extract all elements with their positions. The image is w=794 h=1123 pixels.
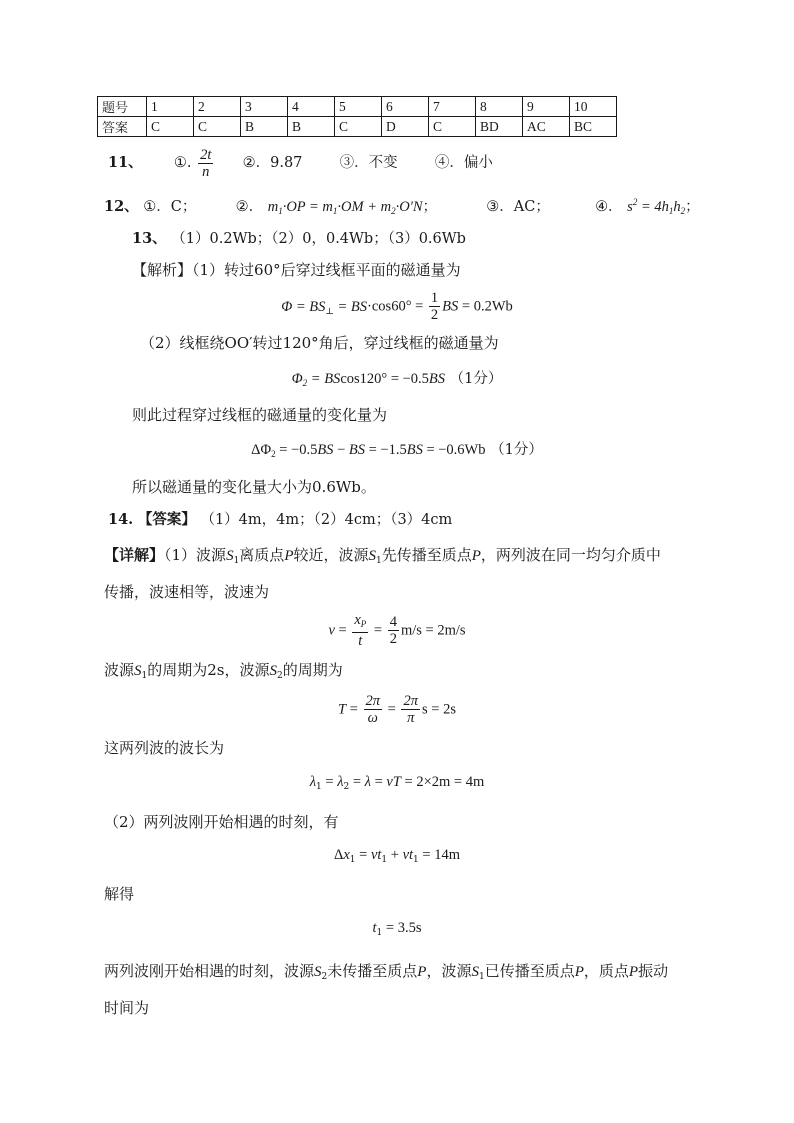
q13-analysis-line-1: 【解析】（1）转过60°后穿过线框平面的磁通量为 xyxy=(132,261,461,279)
q11-answer-4: ④．偏小 xyxy=(434,155,493,171)
table-cell: BC xyxy=(570,117,617,137)
table-cell: C xyxy=(335,117,382,137)
q14-formula-speed: v = $\frac{x_P}{t}$ = $\frac{4}{2}$ m/s = 2m/s xyxy=(328,612,466,649)
q14-formula-time: $t_1 = 3.5s$ xyxy=(372,920,422,938)
q14-detail-line-2: 传播，波速相等，波速为 xyxy=(104,583,270,601)
table-header-cell: 题号 xyxy=(98,97,147,117)
q11-answer-1-fraction xyxy=(198,147,213,180)
table-cell: 8 xyxy=(476,97,523,117)
q13-analysis-line-3: 则此过程穿过线框的磁通量的变化量为 xyxy=(132,406,388,424)
q14-detail-line-6: 解得 xyxy=(104,885,135,903)
q13-analysis-line-4: 所以磁通量的变化量大小为0.6Wb。 xyxy=(132,478,376,496)
q11-label: 11、 xyxy=(108,154,143,171)
q11-answer-1-marker: ①. xyxy=(173,155,192,171)
q14-detail-line-7: 两列波刚开始相遇的时刻，波源$S_2$未传播至质点P，波源$S_1$已传播至质点P，质点P振动 xyxy=(104,962,669,982)
q12-answer-2-marker: ②． xyxy=(235,199,264,215)
q13-formula-2: $\Phi_2 = BScos120^\circ = -0.5BS$ （1分） xyxy=(291,371,503,388)
table-cell: 9 xyxy=(523,97,570,117)
detail-tag: 【详解】 xyxy=(104,546,165,564)
q12-answer-4-marker: ④． xyxy=(595,199,623,215)
table-cell: C xyxy=(429,117,476,137)
q14-answer: （1）4m，4m；（2）4cm；（3）4cm xyxy=(200,512,453,528)
table-row xyxy=(98,117,617,137)
table-cell: 1 xyxy=(147,97,194,117)
answer-tag: 【答案】 xyxy=(137,511,196,528)
table-cell: B xyxy=(241,117,288,137)
score-note: （1分） xyxy=(449,371,503,387)
q14-formula-meet: $\Delta x_1 = vt_1 + vt_1 = 14m$ xyxy=(334,847,460,865)
table-cell: 2 xyxy=(194,97,241,117)
q13-answer: （1）0.2Wb；（2）0，0.4Wb；（3）0.6Wb xyxy=(171,231,466,247)
q14-detail-line-4: 这两列波的波长为 xyxy=(104,739,225,757)
table-cell: BD xyxy=(476,117,523,137)
table-cell: B xyxy=(288,117,335,137)
table-cell: 7 xyxy=(429,97,476,117)
table-cell: 4 xyxy=(288,97,335,117)
table-cell: C xyxy=(194,117,241,137)
q14-label: 14. xyxy=(108,511,134,528)
q14-answer-line xyxy=(108,510,452,530)
q13-formula-1: $\Phi = BS_\perp = BS\cdot\cos 60^\circ$ = $\frac{1}{2}$ BS = 0.2Wb xyxy=(281,290,513,323)
q14-formula-wavelength: $\lambda_1 = \lambda_2 = \lambda$ = vT = 2×2m = 4m xyxy=(309,774,485,792)
table-row xyxy=(98,97,617,117)
fraction-denominator: n xyxy=(202,163,210,180)
table-cell: D xyxy=(382,117,429,137)
table-cell: 6 xyxy=(382,97,429,117)
q12-label: 12、 xyxy=(104,198,139,215)
q14-detail-line-3: 波源$S_1$的周期为2s，波源$S_2$的周期为 xyxy=(104,661,343,681)
q14-detail-line-1: 【详解】（1）波源$S_1$离质点P较近，波源$S_1$先传播至质点P，两列波在同一均匀介质中 xyxy=(104,546,661,566)
table-cell: 10 xyxy=(570,97,617,117)
q12-momentum-equation: $m_1\cdot OP = m_1\cdot OM + m_2\cdot O'N$ xyxy=(267,199,423,216)
q11-answer-2: ②．9.87 xyxy=(242,155,303,171)
q14-detail-line-5: （2）两列波刚开始相遇的时刻，有 xyxy=(104,813,339,831)
q12-answer-1: ①．C； xyxy=(143,199,197,215)
q14-detail-line-8: 时间为 xyxy=(104,999,150,1017)
table-cell: 5 xyxy=(335,97,382,117)
q13-label: 13、 xyxy=(132,230,167,247)
fraction-numerator: 2t xyxy=(200,146,212,163)
q14-formula-period: T = $\frac{2\pi}{\omega}$ = $\frac{2\pi}{\pi}$ s = 2s xyxy=(338,693,456,726)
q13-answer-line xyxy=(132,230,466,248)
q12-answer-3: ③．AC； xyxy=(486,199,550,215)
table-cell: 3 xyxy=(241,97,288,117)
q12-line: 12、 ①．C； ②． $m_1\cdot OP = m_1\cdot OM + m_2\cdot O'N$； ③．AC； ④． $s^2 = 4h_1h_2$； xyxy=(104,197,700,216)
analysis-tag: 【解析】 xyxy=(132,261,193,279)
q12-height-equation: $s^2 = 4h_1h_2$ xyxy=(627,197,686,216)
table-cell: AC xyxy=(523,117,570,137)
table-cell: C xyxy=(147,117,194,137)
score-note: （1分） xyxy=(490,442,543,458)
q11-answer-3: ③．不变 xyxy=(339,155,398,171)
answer-table xyxy=(97,96,617,137)
table-header-cell: 答案 xyxy=(98,117,147,137)
q13-analysis-line-2: （2）线框绕OO′转过120°角后，穿过线框的磁通量为 xyxy=(140,334,499,352)
q11-line xyxy=(108,146,493,180)
q13-formula-3: $\Delta\Phi_2 = -0.5BS$ − BS = −1.5BS = −0.6Wb （1分） xyxy=(251,442,543,459)
